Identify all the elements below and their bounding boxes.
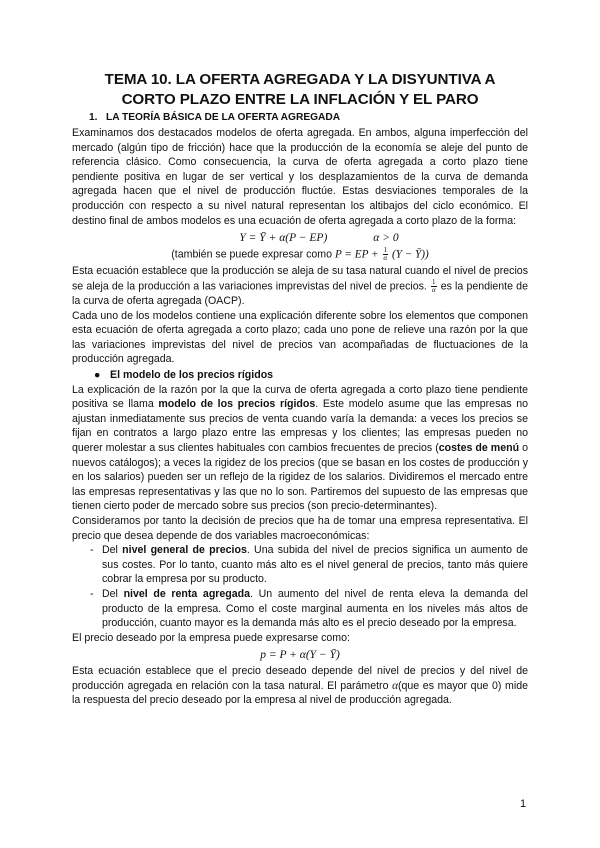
slope-fraction <box>431 279 437 294</box>
bold-term: nivel general de precios <box>122 544 247 557</box>
paragraph-desired-price: El precio deseado por la empresa puede expresarse como: <box>72 631 350 644</box>
title-line-2: CORTO PLAZO ENTRE LA INFLACIÓN Y EL PARO <box>121 91 479 108</box>
variables-list <box>72 543 528 631</box>
paragraph-text: Esta ecuación establece que el precio deseado depende del nivel de precios y del nivel de producción agregada en relación con la tasa natural. El parámetro <box>72 665 528 692</box>
equation-oacp <box>72 230 528 246</box>
list-item-text: Del <box>102 544 123 557</box>
list-item-text: . Un aumento del nivel de renta eleva la demanda del producto de la empresa. Como el coste marginal aumenta en los niveles más altos de producción, cuanto mayor es la demanda más alto es el precio deseado por la empresa. <box>102 587 529 630</box>
paragraph-desired-price-explanation <box>72 664 528 708</box>
fraction-denominator: α <box>383 254 388 263</box>
page-title <box>72 70 528 110</box>
paragraph-text: o nuevos catálogos); a veces la rigidez de los precios (que se basan en los costes de producción y en los salarios) pueden ser un reflejo de la rigidez de los salarios. Dividiremos el mercado entre las empresas representativas y las que no lo son. Partiremos del supuesto de las empresas que tienen cierto poder de mercado sobre sus precios (son precio-determinantes). <box>72 441 528 513</box>
equation-alt-fraction <box>383 247 389 262</box>
paragraph-intro: Examinamos dos destacados modelos de oferta agregada. En ambos, alguna imperfección del mercado (algún tipo de fricción) hace que la producción de la economía se aleje del punto de referencia clásico. Como consecuencia, la curva de oferta agregada a corto plazo tiene pendiente positiva en lugar de ser vertical y los desplazamientos de la curva de demanda agregada hacen que el nivel de producción fluctúe. Estas desviaciones temporales de la producción con respecto a su nivel natural representan los altibajos del ciclo económico. El destino final de ambos modelos es una ecuación de oferta agregada a corto plazo de la forma: <box>72 127 528 227</box>
paragraph-text: . Este modelo asume que las empresas no ajustan inmediatamente sus precios de venta cuando varía la demanda: a veces los precios se fijan en contratos a largo plazo entre las empresas y los clientes; las empresas pueden no querer molestar a sus clientes habituales con cambios frecuentes de precios ( <box>72 398 528 454</box>
bold-term: costes de menú <box>438 441 520 454</box>
paragraph-sticky-prices <box>72 383 528 514</box>
equation-alt-math-b: (Y − Ȳ)) <box>391 248 429 261</box>
section-number: 1. <box>89 112 98 123</box>
fraction-numerator: 1 <box>383 246 388 255</box>
paragraph-text: Esta ecuación establece que la producción se aleja de su tasa natural cuando el nivel de precios se aleja de la producción a las variaciones imprevistas del nivel de precios. <box>72 265 528 293</box>
paragraph-text: es la pendiente de la curva de oferta agregada (OACP). <box>72 280 528 308</box>
bold-term: nivel de renta agregada <box>123 587 251 600</box>
list-item <box>72 587 528 631</box>
bold-term: modelo de los precios rígidos <box>158 398 316 411</box>
paragraph-models: Cada uno de los modelos contiene una explicación diferente sobre los elementos que componen esta ecuación de oferta agregada a corto plazo; cada uno pone de relieve una razón por la que las variaciones imprevistas del nivel de precios van acompañadas de fluctuaciones de la producción agregada. <box>72 309 528 366</box>
document-page <box>72 70 528 708</box>
page-number: 1 <box>520 798 527 810</box>
fraction-denominator: α <box>431 286 436 295</box>
list-item <box>72 543 528 587</box>
paragraph-equation-explanation <box>72 264 528 308</box>
alpha-symbol: α <box>392 679 398 692</box>
equation-alt-form <box>72 247 528 262</box>
list-item-text: . Una subida del nivel de precios significa un aumento de sus costes. Por lo tanto, cuanto más alto es el nivel general de precios, tanto más quiere cobrar la empresa por su producto. <box>102 544 529 586</box>
equation-alt-prefix: (también se puede expresar como <box>171 248 333 261</box>
bullet-heading-text: El modelo de los precios rígidos <box>110 369 274 382</box>
section-title: LA TEORÍA BÁSICA DE LA OFERTA AGREGADA <box>106 112 341 123</box>
equation-oacp-main: Y = Ȳ + α(P − EP) <box>239 232 328 245</box>
bullet-dot-icon: ● <box>94 369 101 382</box>
section-heading <box>89 111 528 124</box>
bullet-heading <box>94 368 528 383</box>
equation-desired-price: p = P + α(Y − Ȳ) <box>260 649 340 662</box>
equation-alt-math-a: P = EP + <box>334 248 379 261</box>
paragraph-text: (que es mayor que 0) mide la respuesta del precio deseado por la empresa al nivel de producción agregada. <box>72 679 528 707</box>
paragraph-representative-firm: Consideramos por tanto la decisión de precios que ha de tomar una empresa representativa. El precio que desea depende de dos variables macroeconómicas: <box>72 514 528 542</box>
list-item-text: Del <box>102 587 124 600</box>
paragraph-text: La explicación de la razón por la que la curva de oferta agregada a corto plazo tiene pendiente positiva se llama <box>72 383 528 411</box>
dash-icon: - <box>90 587 94 600</box>
dash-icon: - <box>90 544 94 557</box>
equation-oacp-condition: α > 0 <box>373 232 399 245</box>
fraction-numerator: 1 <box>432 278 436 287</box>
title-line-1: TEMA 10. LA OFERTA AGREGADA Y LA DISYUNTIVA A <box>104 71 496 88</box>
